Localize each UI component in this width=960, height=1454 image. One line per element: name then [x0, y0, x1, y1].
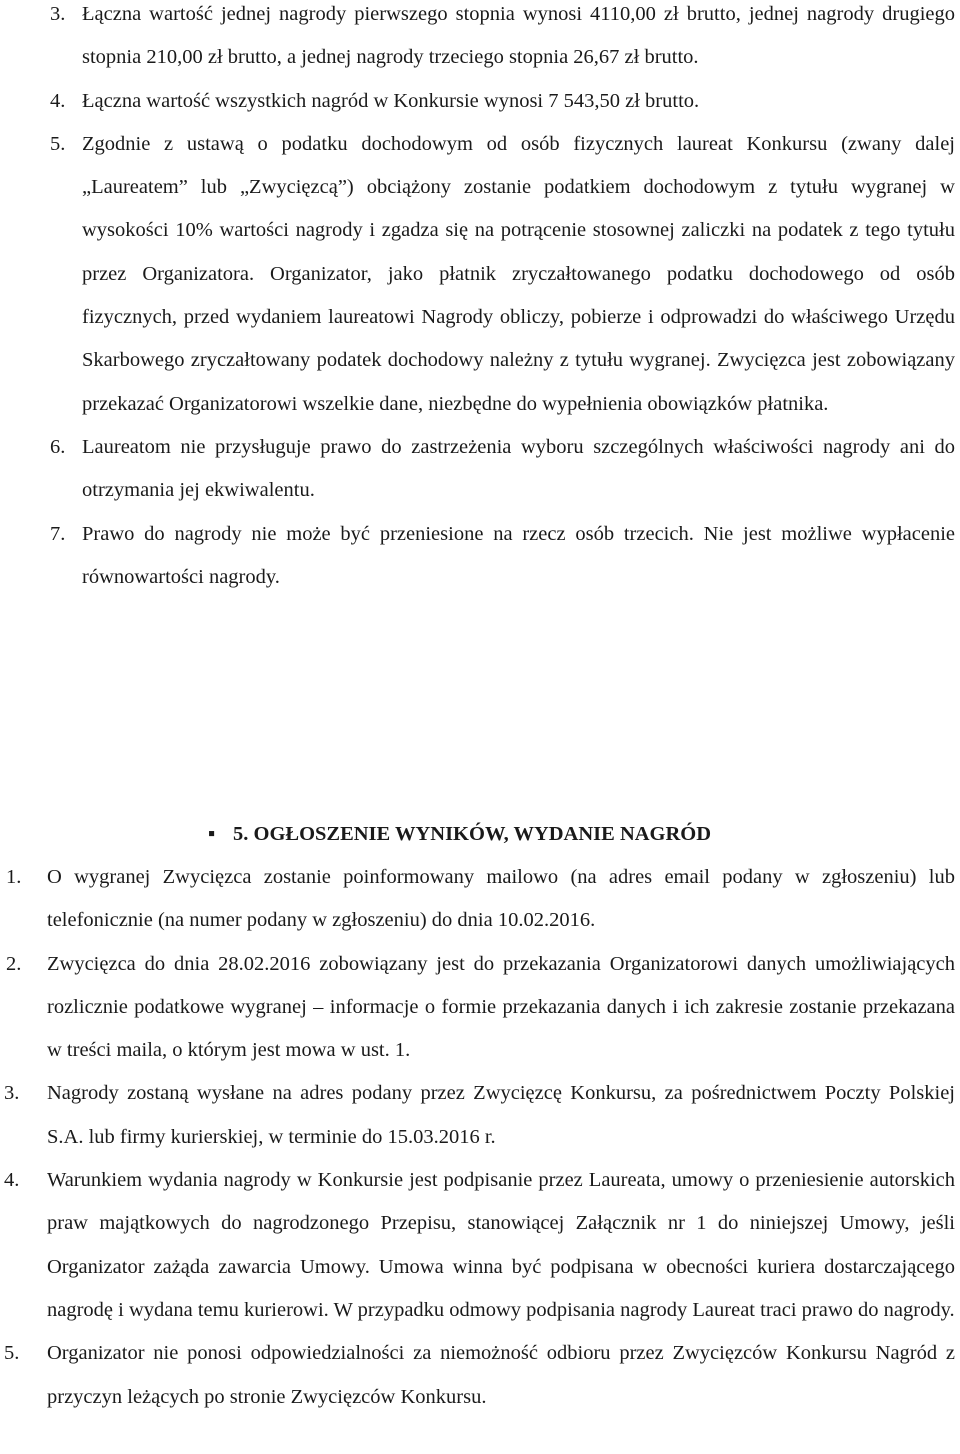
- list-item: [0, 943, 955, 1073]
- list-item-text: O wygranej Zwycięzca zostanie poinformowany mailowo (na adres email podany w zgłoszeniu) lub telefonicznie (na numer podany w zgłoszeniu) do dnia 10.02.2016.: [47, 866, 955, 932]
- list-item: [0, 1332, 955, 1419]
- list-item: [0, 513, 955, 600]
- section-heading-bullet: ▪: [208, 823, 216, 845]
- list-item-number: 1.: [6, 866, 22, 888]
- list-item: [0, 426, 955, 513]
- list-item-text: Łączna wartość jednej nagrody pierwszego stopnia wynosi 4110,00 zł brutto, jednej nagrody drugiego stopnia 210,00 zł brutto, a jednej nagrody trzeciego stopnia 26,67 zł brutto.: [82, 3, 955, 69]
- list-item-text: Organizator nie ponosi odpowiedzialności za niemożność odbioru przez Zwycięzców Konkursu Nagród z przyczyn leżących po stronie Zwycięzców Konkursu.: [47, 1342, 955, 1408]
- section-heading-title: 5. OGŁOSZENIE WYNIKÓW, WYDANIE NAGRÓD: [233, 823, 712, 845]
- list-item-text: Łączna wartość wszystkich nagród w Konkursie wynosi 7 543,50 zł brutto.: [82, 89, 700, 112]
- list-item-number: 3.: [4, 1082, 20, 1105]
- list-item-text: Warunkiem wydania nagrody w Konkursie jest podpisanie przez Laureata, umowy o przeniesienie autorskich praw majątkowych do nagrodzonego Przepisu, stanowiącej Załącznik nr 1 do niniejszej Umowy, jeśli Organizator zażąda zawarcia Umowy. Umowa winna być podpisana w obecności kuriera dostarczającego nagrodę i wydana temu kurierowi. W przypadku odmowy podpisania nagrody Laureat traci prawo do nagrody.: [47, 1169, 955, 1321]
- list-item: [0, 856, 955, 943]
- list-item: [0, 123, 955, 426]
- list-item-text: Prawo do nagrody nie może być przeniesione na rzecz osób trzecich. Nie jest możliwe wypłacenie równowartości nagrody.: [82, 522, 955, 588]
- list-item-text: Zgodnie z ustawą o podatku dochodowym od osób fizycznych laureat Konkursu (zwany dalej „Laureatem” lub „Zwycięzcą”) obciążony zostanie podatkiem dochodowym z tytułu wygranej w wysokości 10% wartości nagrody i zgadza się na potrącenie stosownej zaliczki na podatek z tego tytułu przez Organizatora. Organizator, jako płatnik zryczałtowanego podatku dochodowego od osób fizycznych, przed wydaniem laureatowi Nagrody obliczy, pobierze i odprowadzi do właściwego Urzędu Skarbowego zryczałtowany podatek dochodowy należny z tytułu wygranej. Zwycięzca jest zobowiązany przekazać Organizatorowi wszelkie dane, niezbędne do wypełnienia obowiązków płatnika.: [82, 132, 955, 415]
- list-item-text: Nagrody zostaną wysłane na adres podany przez Zwycięzcę Konkursu, za pośrednictwem Poczty Polskiej S.A. lub firmy kurierskiej, w terminie do 15.03.2016 r.: [47, 1082, 955, 1148]
- prize-rules-list: [0, 0, 955, 599]
- list-item-text: Zwycięzca do dnia 28.02.2016 zobowiązany jest do przekazania Organizatorowi danych umożliwiających rozlicznie podatkowe wygranej – informacje o formie przekazania danych i ich zakresie zostanie przekazana w treści maila, o którym jest mowa w ust. 1.: [47, 952, 955, 1062]
- list-item-text: Laureatom nie przysługuje prawo do zastrzeżenia wyboru szczególnych właściwości nagrody ani do otrzymania jej ekwiwalentu.: [82, 435, 955, 502]
- list-item-number: 2.: [6, 952, 22, 975]
- list-item-number: 7.: [50, 522, 66, 545]
- list-item-number: 4.: [50, 89, 66, 112]
- list-item: [0, 0, 955, 80]
- list-item-number: 5.: [50, 132, 66, 155]
- list-item-number: 6.: [50, 435, 66, 458]
- list-item: [0, 1072, 955, 1159]
- list-item: [0, 80, 955, 123]
- list-item-number: 5.: [4, 1342, 20, 1365]
- list-item-number: 4.: [4, 1169, 20, 1192]
- results-and-prizes-list: [0, 856, 955, 1419]
- list-item-number: 3.: [50, 3, 66, 25]
- list-item: [0, 1159, 955, 1332]
